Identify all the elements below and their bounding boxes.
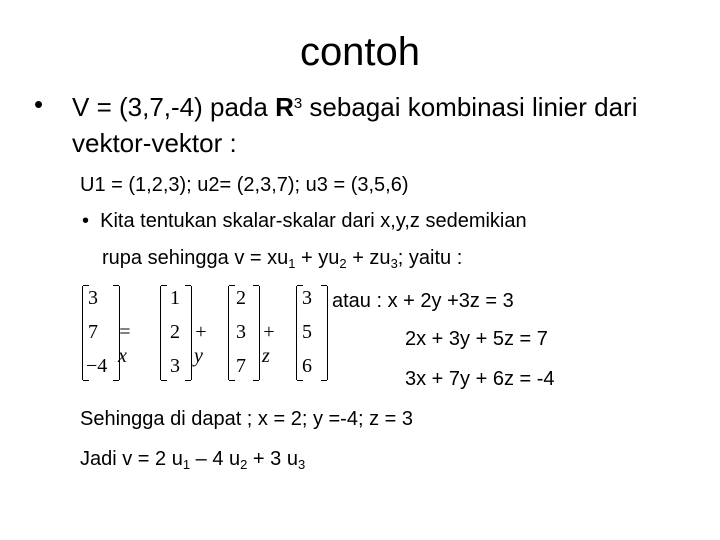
vector-u2-entry: 2 [236,287,246,309]
vector-u3-entry: 6 [302,355,312,377]
equation-2: 2x + 3y + 5z = 7 [405,328,548,350]
vector-u3-entry: 5 [302,321,312,343]
vector-u3-entry: 3 [302,287,312,309]
equation-3: 3x + 7y + 6z = -4 [405,368,555,390]
vector-u1-entry: 1 [170,287,180,309]
vector-v-entry: 3 [88,287,98,309]
vector-u1-entry: 3 [170,355,180,377]
vector-u2-entry: 3 [236,321,246,343]
result-line: Sehingga di dapat ; x = 2; y =-4; z = 3 [80,408,413,430]
vector-u1-entry: 2 [170,321,180,343]
vector-v-entry: −4 [86,355,108,377]
main-bullet-text: V = (3,7,-4) pada $R^3$ sebagai kombinasi linier dari vektor-vektor : [72,92,638,158]
sub-bullet: • Kita tentukan skalar-skalar dari x,y,z sedemikian [82,210,527,232]
operator-x: = x [118,321,132,367]
sub-bullet-dot-icon: • [82,210,90,232]
slide-title: contoh [299,30,421,74]
main-bullet [34,86,684,161]
vectors-line: U1 = (1,2,3); u2= (2,3,7); u3 = (3,5,6) [80,174,409,196]
vector-u3 [296,286,328,380]
sub-bullet-line2: rupa sehingga $v = xu_1 + yu_2 + zu_3$; yaitu : [102,247,463,271]
operator-y: + y [194,321,208,367]
equation-1: atau : x + 2y +3z = 3 [332,290,514,312]
operator-z: + z [262,321,276,367]
vector-u2-entry: 7 [236,355,246,377]
vector-v-entry: 7 [88,321,98,343]
bullet-dot-icon: • [34,89,44,119]
final-line: Jadi v = 2 $u_1 - 4$ $u_2 + 3$ $u_3$ [80,448,306,472]
